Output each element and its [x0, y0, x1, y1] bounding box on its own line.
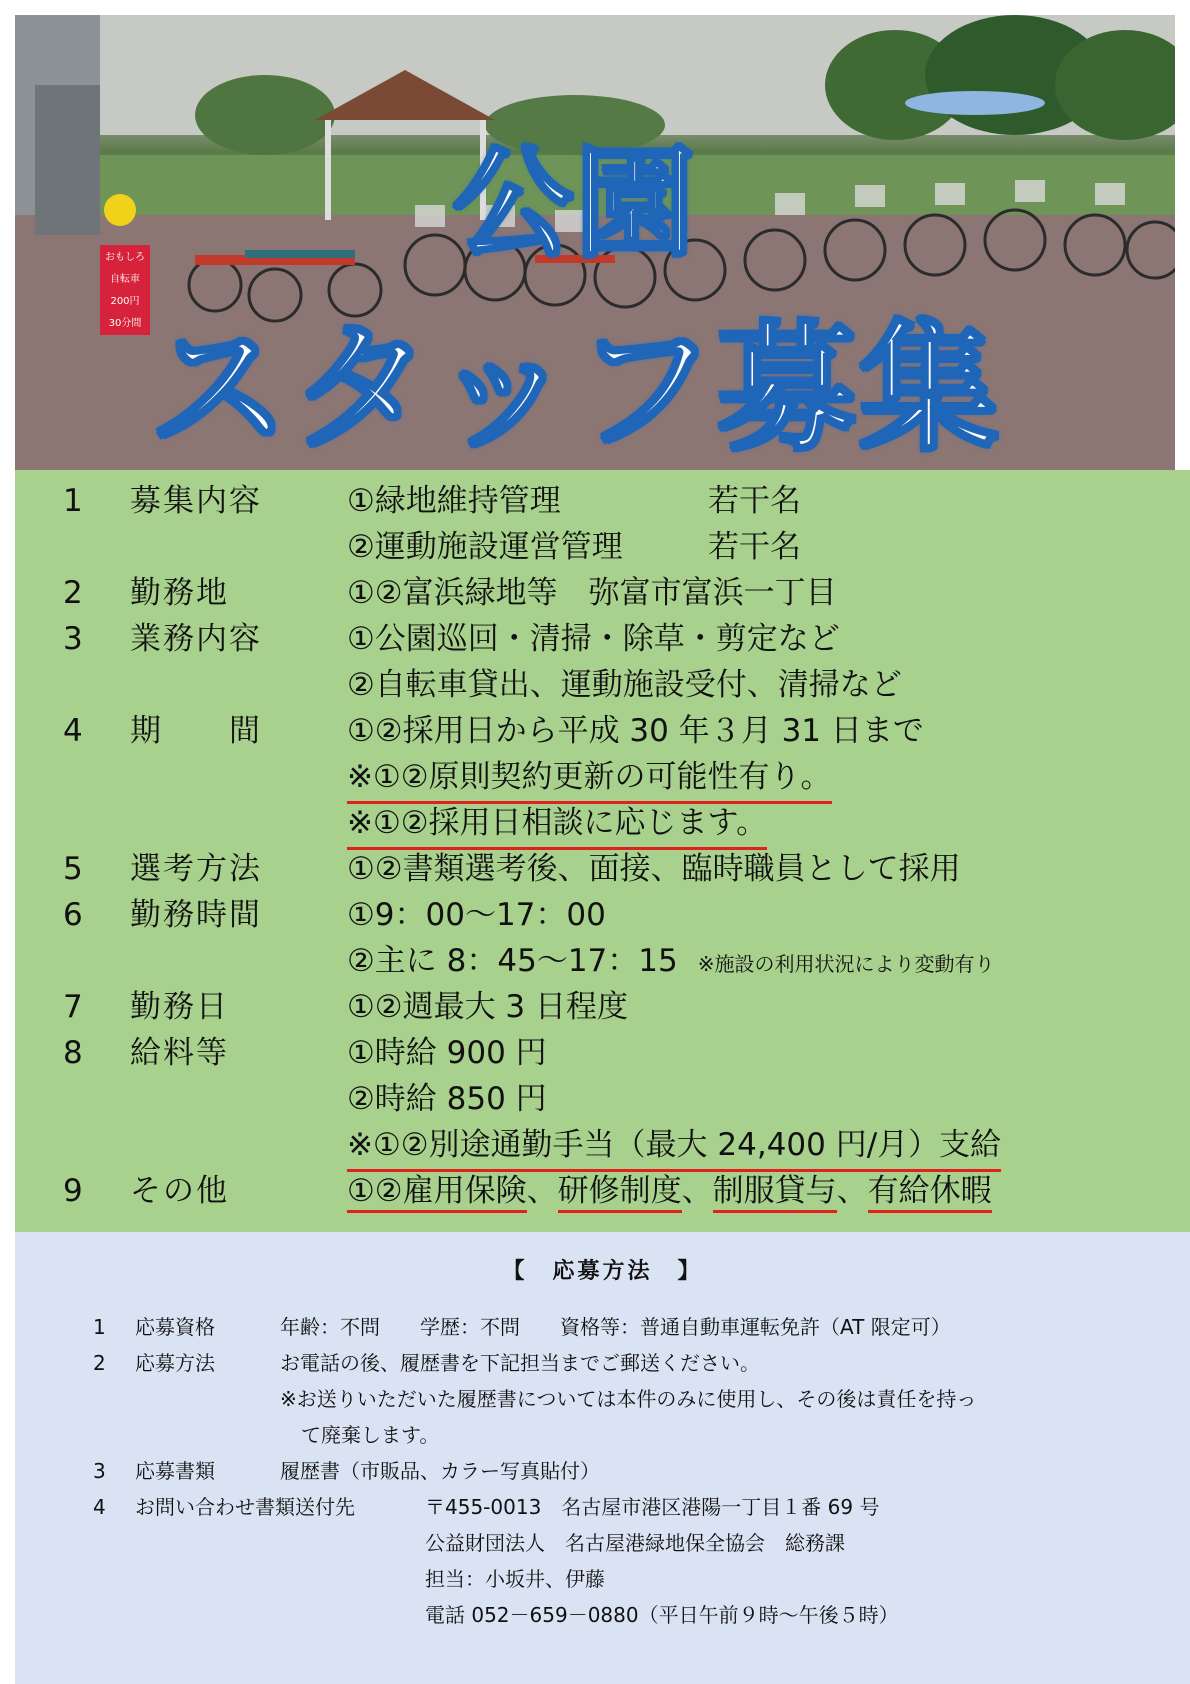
apply-number: 3: [93, 1459, 106, 1483]
detail-note: ※施設の利用状況により変動有り: [697, 952, 995, 976]
detail-number: 5: [63, 851, 83, 887]
sign-line: 30分間: [108, 318, 142, 329]
sign-line: 自転車: [110, 274, 140, 285]
hero-title-line1: 公園: [453, 135, 697, 274]
detail-number: 1: [63, 483, 83, 519]
detail-text: ①②富浜緑地等 弥富市富浜一丁目: [347, 575, 837, 611]
detail-text: ①緑地維持管理: [347, 483, 561, 519]
application-section: [15, 1232, 1190, 1684]
apply-number: 1: [93, 1315, 106, 1339]
detail-text: ②自転車貸出、運動施設受付、清掃など: [347, 667, 902, 703]
benefit-item: 研修制度: [558, 1173, 682, 1213]
apply-label: 応募書類: [135, 1459, 215, 1483]
detail-label: 勤務地: [130, 575, 229, 611]
detail-text: ①②採用日から平成 30 年３月 31 日まで: [347, 713, 924, 749]
benefit-item: ①②雇用保険: [347, 1173, 527, 1213]
detail-text: ①時給 900 円: [347, 1035, 547, 1071]
detail-number: 7: [63, 989, 83, 1025]
apply-text: 〒455-0013 名古屋市港区港陽一丁目１番 69 号: [425, 1495, 880, 1519]
apply-text: 履歴書（市販品、カラー写真貼付）: [280, 1459, 600, 1483]
detail-number: 9: [63, 1173, 83, 1209]
detail-extra: 若干名: [708, 529, 801, 565]
detail-text: ①②書類選考後、面接、臨時職員として採用: [347, 851, 961, 887]
detail-text: ②運動施設運営管理: [347, 529, 623, 565]
apply-text: て廃棄します。: [301, 1423, 440, 1447]
benefit-separator: 、: [836, 1173, 868, 1209]
application-title: 【 応募方法 】: [502, 1259, 703, 1284]
hero-title-line2: スタッフ募集: [148, 308, 1001, 470]
detail-text: ②時給 850 円: [347, 1081, 547, 1117]
apply-label: 応募方法: [135, 1351, 215, 1375]
apply-text: 担当：小坂井、伊藤: [425, 1567, 605, 1591]
detail-label: 業務内容: [130, 621, 262, 657]
detail-text: ①9：00～17：00: [347, 897, 606, 933]
apply-text: 年齢：不問 学歴：不問 資格等：普通自動車運転免許（AT 限定可）: [280, 1315, 951, 1339]
detail-text-underlined: ※①②原則契約更新の可能性有り。: [347, 754, 832, 804]
detail-text: ①②週最大 3 日程度: [347, 989, 629, 1025]
detail-number: 8: [63, 1035, 83, 1071]
detail-text-underlined: ※①②採用日相談に応じます。: [347, 800, 767, 850]
benefits-list: [347, 1168, 992, 1214]
hero-photo: [15, 15, 1175, 470]
apply-label: お問い合わせ書類送付先: [135, 1495, 355, 1519]
detail-number: 6: [63, 897, 83, 933]
detail-label: 選考方法: [130, 851, 262, 887]
detail-extra: 若干名: [708, 483, 801, 519]
benefit-item: 有給休暇: [868, 1173, 992, 1213]
apply-text: お電話の後、履歴書を下記担当までご郵送ください。: [280, 1351, 760, 1375]
apply-text: ※お送りいただいた履歴書については本件のみに使用し、その後は責任を持っ: [280, 1387, 977, 1411]
detail-text: ②主に 8：45～17：15: [347, 943, 678, 979]
detail-label: 勤務時間: [130, 897, 262, 933]
detail-label: 給料等: [130, 1035, 229, 1071]
detail-number: 3: [63, 621, 83, 657]
sign-line: おもしろ: [105, 252, 145, 263]
benefit-separator: 、: [526, 1173, 558, 1209]
sign-line: 200円: [110, 296, 140, 307]
apply-number: 2: [93, 1351, 106, 1375]
apply-number: 4: [93, 1495, 106, 1519]
detail-value: [347, 478, 561, 524]
detail-label: 募集内容: [130, 483, 262, 519]
detail-text: ①公園巡回・清掃・除草・剪定など: [347, 621, 840, 657]
detail-label: 期 間: [130, 713, 262, 749]
detail-text-underlined: ※①②別途通勤手当（最大 24,400 円/月）支給: [347, 1122, 1001, 1172]
apply-label: 応募資格: [135, 1315, 215, 1339]
benefit-separator: 、: [681, 1173, 713, 1209]
job-details-section: [15, 470, 1190, 1232]
apply-text: 公益財団法人 名古屋港緑地保全協会 総務課: [425, 1531, 845, 1555]
apply-text: 電話 052－659－0880（平日午前９時～午後５時）: [425, 1603, 899, 1627]
benefit-item: 制服貸与: [713, 1173, 837, 1213]
detail-label: 勤務日: [130, 989, 229, 1025]
detail-number: 4: [63, 713, 83, 749]
detail-number: 2: [63, 575, 83, 611]
detail-label: その他: [130, 1173, 229, 1209]
